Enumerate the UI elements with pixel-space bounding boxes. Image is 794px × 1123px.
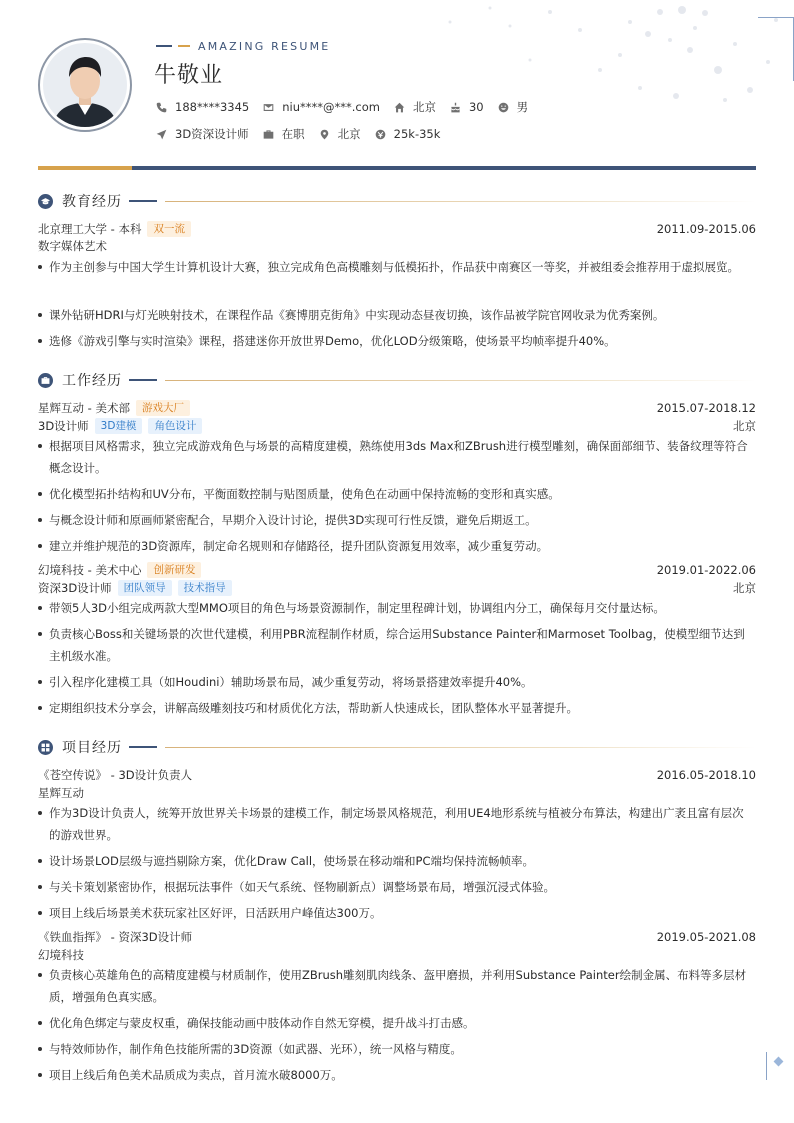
work-role-row (38, 417, 756, 435)
profile-photo (43, 43, 127, 127)
education-entry-header (38, 220, 756, 238)
project-bullet: 与关卡策划紧密协作，根据玩法事件（如天气系统、怪物刷新点）调整场景布局，增强沉浸式体验。 (38, 876, 754, 898)
company-department: 幻境科技 - 美术中心 (38, 563, 142, 577)
company-tag: 创新研发 (147, 562, 201, 578)
project-bullet: 作为3D设计负责人，统筹开放世界关卡场景的建模工作，制定场景风格规范，利用UE4地形系统与植被分布算法，构建出广袤且富有层次的游戏世界。 (38, 802, 754, 846)
work-bullet: 带领5人3D小组完成两款大型MMO项目的角色与场景资源制作，制定里程碑计划，协调组内分工，确保每月交付量达标。 (38, 597, 754, 619)
section-title: 教育经历 (62, 194, 122, 210)
school-degree: 北京理工大学 - 本科 (38, 222, 142, 236)
work-role-row (38, 579, 756, 597)
age-text: 30 (468, 100, 484, 114)
education-period: 2011.09-2015.06 (656, 222, 756, 236)
status-item (263, 126, 305, 142)
status-text: 在职 (281, 127, 305, 141)
project-period: 2016.05-2018.10 (656, 768, 756, 782)
smiley-icon (498, 102, 509, 113)
job-role: 资深3D设计师 (38, 581, 112, 595)
work-period: 2019.01-2022.06 (656, 563, 756, 577)
work-entry-header (38, 399, 756, 417)
section-title: 工作经历 (62, 373, 122, 389)
project-bullet: 项目上线后角色美术品质成为卖点，首月流水破8000万。 (38, 1064, 754, 1086)
salary-item (375, 127, 441, 141)
section-dash (129, 746, 157, 748)
project-period: 2019.05-2021.08 (656, 930, 756, 944)
project-entry-header (38, 766, 756, 784)
school-tag: 双一流 (147, 221, 191, 237)
work-city: 北京 (733, 581, 756, 595)
section-header-projects (38, 738, 756, 756)
role-tag: 团队领导 (118, 580, 172, 596)
company-tag: 游戏大厂 (136, 400, 190, 416)
phone-text: 188****3345 (175, 100, 250, 114)
education-bullet: 选修《游戏引擎与实时渲染》课程，搭建迷你开放世界Demo，优化LOD分级策略，使场景平均帧率提升40%。 (38, 330, 754, 352)
company-department: 星辉互动 - 美术部 (38, 401, 130, 415)
corner-frame-decoration (766, 1052, 794, 1080)
project-company: 星辉互动 (38, 786, 84, 800)
job-intent-row (156, 126, 454, 142)
target-position-item (156, 126, 249, 142)
work-period: 2015.07-2018.12 (656, 401, 756, 415)
target-city-text: 北京 (337, 127, 361, 141)
location-pin-icon (319, 129, 330, 140)
work-bullet: 建立并维护规范的3D资源库，制定命名规则和存储路径，提升团队资源复用效率，减少重复劳动。 (38, 535, 754, 557)
gender-item (498, 99, 529, 115)
send-icon (156, 129, 167, 140)
section-line (165, 201, 756, 202)
home-icon (394, 102, 405, 113)
work-city: 北京 (733, 419, 756, 433)
project-title-role: 《铁血指挥》 - 资深3D设计师 (38, 930, 193, 944)
briefcase-icon (38, 373, 53, 388)
education-bullet: 作为主创参与中国大学生计算机设计大赛，独立完成角色高模雕刻与低模拓扑，作品获中南赛区一等奖，并被组委会推荐用于虚拟展览。 (38, 256, 754, 278)
email-icon (263, 102, 274, 113)
header-divider-accent (38, 166, 132, 170)
tagline-text: AMAZING RESUME (198, 39, 331, 53)
email-item (263, 100, 380, 114)
money-icon (375, 129, 386, 140)
project-company-row (38, 784, 756, 802)
project-bullet: 与特效师协作，制作角色技能所需的3D资源（如武器、光环），统一风格与精度。 (38, 1038, 754, 1060)
graduation-cap-icon (38, 194, 53, 209)
target-city-item (319, 126, 361, 142)
section-header-education (38, 192, 756, 210)
work-bullet: 定期组织技术分享会，讲解高级雕刻技巧和材质优化方法，帮助新人快速成长，团队整体水平显著提升。 (38, 697, 754, 719)
work-bullet: 优化模型拓扑结构和UV分布，平衡面数控制与贴图质量，使角色在动画中保持流畅的变形和真实感。 (38, 483, 754, 505)
section-header-work (38, 371, 756, 389)
job-role: 3D设计师 (38, 419, 89, 433)
role-tag: 技术指导 (178, 580, 232, 596)
gender-text: 男 (516, 100, 529, 114)
phone-icon (156, 102, 167, 113)
education-bullet: 课外钻研HDRI与灯光映射技术，在课程作品《赛博朋克街角》中实现动态昼夜切换，该作品被学院官网收录为优秀案例。 (38, 304, 754, 326)
role-tag: 角色设计 (148, 418, 202, 434)
project-entry-header (38, 928, 756, 946)
section-title: 项目经历 (62, 740, 122, 756)
tagline-dash-accent (178, 45, 190, 47)
work-entry-header (38, 561, 756, 579)
salary-text: 25k-35k (393, 127, 441, 141)
target-position-text: 3D资深设计师 (175, 127, 249, 141)
work-bullet: 负责核心Boss和关键场景的次世代建模，利用PBR流程制作材质，综合运用Substance Painter和Marmoset Toolbag，使模型细节达到主机级水准。 (38, 623, 754, 667)
phone-item (156, 100, 249, 114)
section-line (165, 747, 756, 748)
avatar (38, 38, 132, 132)
project-title-role: 《苍空传说》 - 3D设计负责人 (38, 768, 193, 782)
contact-info-row (156, 99, 542, 115)
tagline-dash (156, 45, 172, 47)
location-text: 北京 (412, 100, 436, 114)
age-item (450, 100, 484, 114)
work-bullet: 引入程序化建模工具（如Houdini）辅助场景布局，减少重复劳动，将场景搭建效率提升40%。 (38, 671, 754, 693)
education-major-row (38, 237, 756, 255)
work-bullet: 与概念设计师和原画师紧密配合，早期介入设计讨论，提供3D实现可行性反馈，避免后期返工。 (38, 509, 754, 531)
project-bullet: 负责核心英雄角色的高精度建模与材质制作，使用ZBrush雕刻肌肉线条、盔甲磨损，并利用Substance Painter绘制金属、布料等多层材质，增强角色真实感。 (38, 964, 754, 1008)
section-dash (129, 200, 157, 202)
project-bullet: 设计场景LOD层级与遮挡剔除方案，优化Draw Call，使场景在移动端和PC端均保持流畅帧率。 (38, 850, 754, 872)
section-line (165, 380, 756, 381)
project-company: 幻境科技 (38, 948, 84, 962)
cake-icon (450, 102, 461, 113)
briefcase-icon (263, 129, 274, 140)
email-text: niu****@***.com (282, 100, 380, 114)
work-bullet: 根据项目风格需求，独立完成游戏角色与场景的高精度建模，熟练使用3ds Max和ZBrush进行模型雕刻，确保面部细节、装备纹理等符合概念设计。 (38, 435, 754, 479)
project-company-row (38, 946, 756, 964)
project-bullet: 项目上线后场景美术获玩家社区好评，日活跃用户峰值达300万。 (38, 902, 754, 924)
candidate-name: 牛敬业 (154, 63, 224, 88)
grid-icon (38, 740, 53, 755)
project-bullet: 优化角色绑定与蒙皮权重，确保技能动画中肢体动作自然无穿模，提升战斗打击感。 (38, 1012, 754, 1034)
major: 数字媒体艺术 (38, 239, 107, 253)
resume-tagline (156, 38, 330, 54)
corner-frame-decoration (758, 17, 794, 81)
role-tag: 3D建模 (95, 418, 143, 434)
header-divider-bar (38, 166, 756, 170)
section-dash (129, 379, 157, 381)
location-item (394, 99, 436, 115)
